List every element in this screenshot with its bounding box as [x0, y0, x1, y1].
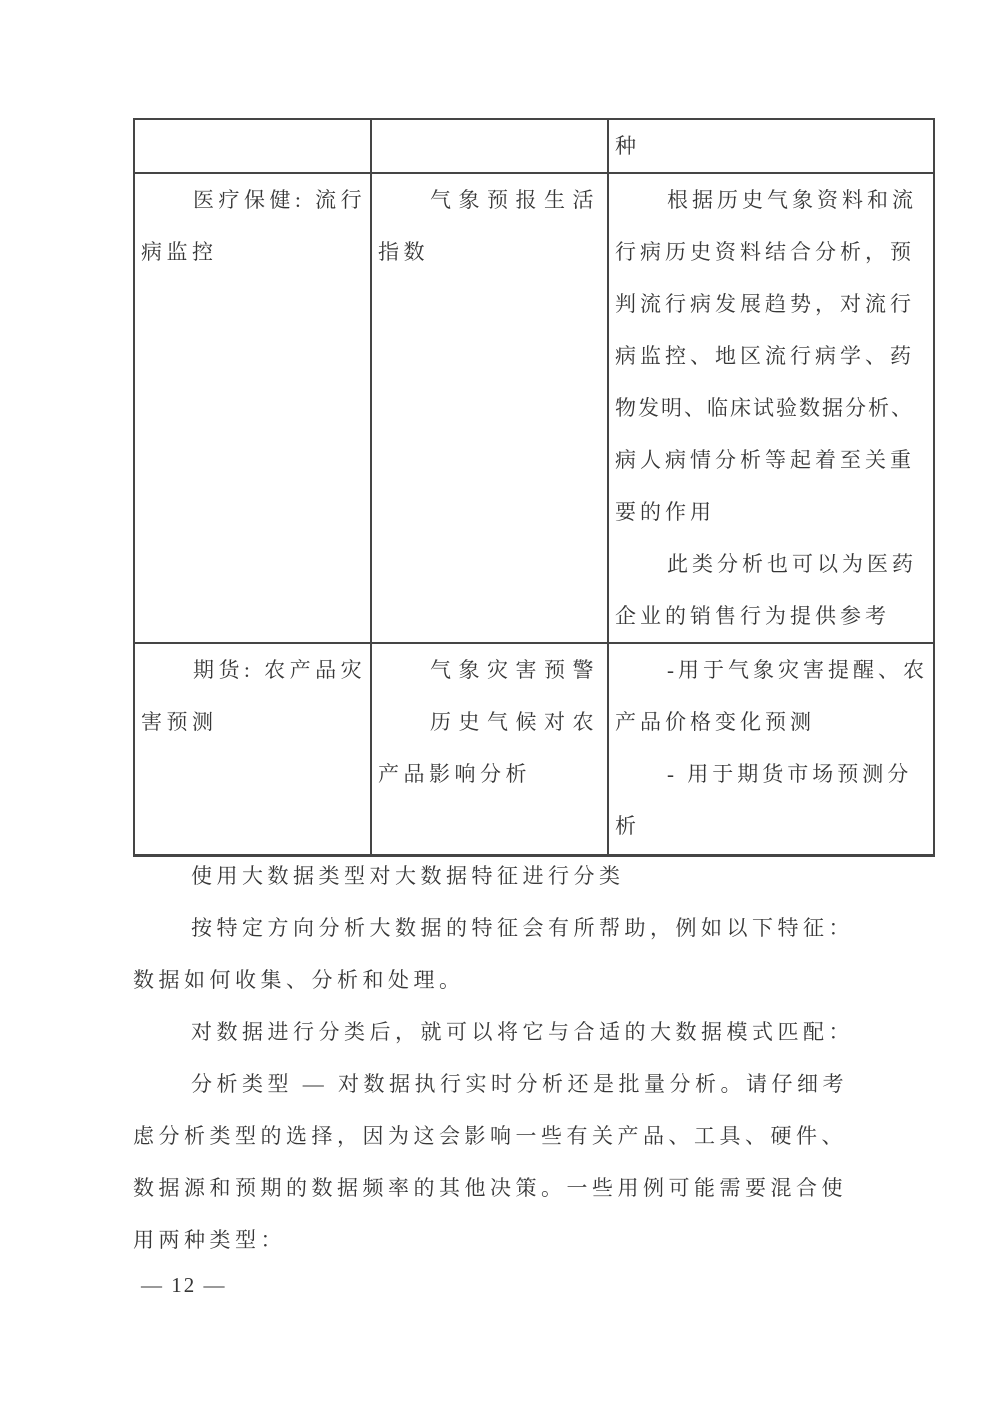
cell-text-line: 判流行病发展趋势，对流行 — [615, 292, 915, 316]
cell-text-line: 物发明、临床试验数据分析、 — [615, 396, 914, 420]
cell-text-line: -用于气象灾害提醒、农 — [667, 658, 928, 682]
text-line: 数据如何收集、分析和处理。 — [133, 968, 465, 992]
text-line: 使用大数据类型对大数据特征进行分类 — [191, 864, 625, 888]
cell-text-line: 析 — [615, 814, 640, 838]
cell-text-line: - 用于期货市场预测分 — [667, 762, 913, 786]
table-row — [134, 119, 934, 173]
cell-text-line: 害预测 — [141, 710, 218, 734]
paragraph — [133, 902, 878, 1006]
cell-text-line: 要的作用 — [615, 500, 715, 524]
table-cell — [134, 173, 371, 643]
cell-text-line: 产品价格变化预测 — [615, 710, 815, 734]
cell-text-line: 气象预报生活 — [430, 188, 601, 212]
page-number: — 12 — — [141, 1273, 227, 1297]
cell-text-line: 企业的销售行为提供参考 — [615, 604, 890, 628]
cell-text-line: 此类分析也可以为医药 — [667, 552, 917, 576]
text-line: 对数据进行分类后，就可以将它与合适的大数据模式匹配： — [191, 1020, 854, 1044]
table-cell — [371, 173, 608, 643]
use-case-table — [133, 118, 935, 857]
cell-text-line: 病监控、地区流行病学、药 — [615, 344, 915, 368]
cell-text-line: 指数 — [378, 240, 429, 264]
text-line: 用两种类型： — [133, 1228, 286, 1252]
cell-text-line: 产品影响分析 — [378, 762, 531, 786]
table-cell — [608, 173, 934, 643]
text-line: 分析类型 — 对数据执行实时分析还是批量分析。请仔细考 — [191, 1072, 848, 1096]
cell-text-line: 气象灾害预警 — [430, 658, 601, 682]
cell-text-line: 种 — [615, 134, 640, 158]
paragraph — [133, 1058, 878, 1266]
cell-text-line: 根据历史气象资料和流 — [667, 188, 917, 212]
cell-text-line: 历史气候对农 — [430, 710, 601, 734]
paragraph — [133, 850, 878, 902]
table-cell — [371, 119, 608, 173]
cell-text-line: 医疗保健: 流行 — [193, 188, 367, 212]
text-line: 虑分析类型的选择，因为这会影响一些有关产品、工具、硬件、 — [133, 1124, 847, 1148]
cell-text-line: 病人病情分析等起着至关重 — [615, 448, 915, 472]
text-line: 按特定方向分析大数据的特征会有所帮助，例如以下特征： — [191, 916, 854, 940]
table-cell — [608, 119, 934, 173]
table-row — [134, 173, 934, 643]
table-cell — [371, 643, 608, 856]
table-row — [134, 643, 934, 856]
table-cell — [134, 119, 371, 173]
cell-text-line: 行病历史资料结合分析，预 — [615, 240, 915, 264]
paragraph — [133, 1006, 878, 1058]
table-cell — [608, 643, 934, 856]
cell-text-line: 病监控 — [141, 240, 218, 264]
cell-text-line: 期货: 农产品灾 — [193, 658, 367, 682]
text-line: 数据源和预期的数据频率的其他决策。一些用例可能需要混合使 — [133, 1176, 847, 1200]
table-cell — [134, 643, 371, 856]
body-content — [133, 850, 878, 1266]
